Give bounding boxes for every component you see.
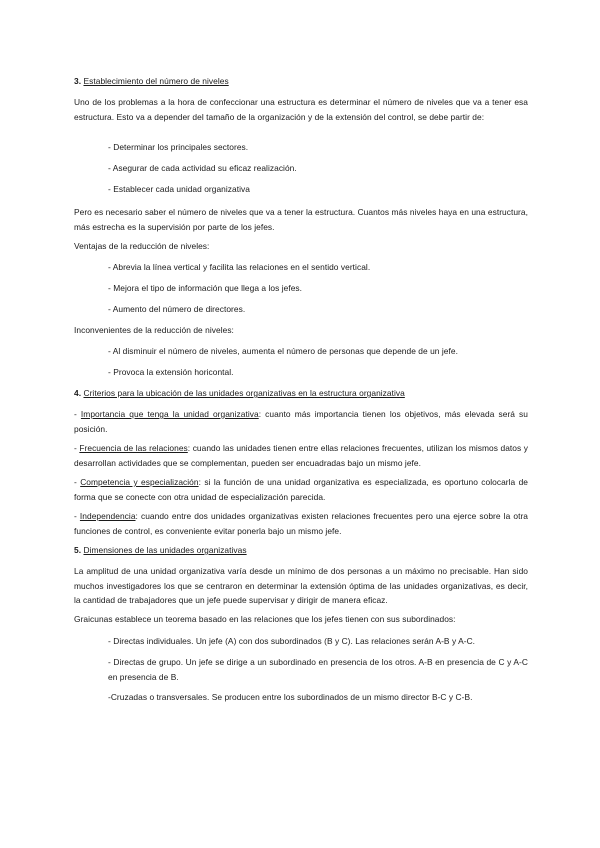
list-item: - Aumento del número de directores. xyxy=(108,304,246,314)
section-5-paragraph-1: La amplitud de una unidad organizativa varía desde un mínimo de dos personas a un máximo no precisable. Han sido muchos investigadores los que se centraron en determinar la extensión óptima de las unidades organizativas, es decir, la cantidad de trabajadores que un jefe puede supervisar y dirigir de manera eficaz. xyxy=(74,566,528,605)
criterion-term: Frecuencia de las relaciones xyxy=(79,443,188,453)
section-4-title: Criterios para la ubicación de las unidades organizativas en la estructura organizativa xyxy=(83,388,405,398)
advantages-title: Ventajas de la reducción de niveles: xyxy=(74,241,210,251)
list-item: - Provoca la extensión horicontal. xyxy=(108,367,234,377)
list-item: - Abrevia la línea vertical y facilita las relaciones en el sentido vertical. xyxy=(108,262,371,272)
section-5-heading xyxy=(74,543,528,558)
section-3-intro: Uno de los problemas a la hora de confeccionar una estructura es determinar el número de niveles que va a tener esa estructura. Esto va a depender del tamaño de la organización y de la extensión del control, se debe partir de: xyxy=(74,97,528,122)
section-3-heading xyxy=(74,74,528,89)
list-item: - Directas de grupo. Un jefe se dirige a un subordinado en presencia de los otros. A-B en presencia de C y A-C en presencia de B. xyxy=(108,657,528,682)
criterion-independencia: - Independencia: cuando entre dos unidades organizativas existen relaciones frecuentes pero una ejerce sobre la otra funciones de control, es conveniente evitar ponerla bajo un mismo jefe. xyxy=(74,511,528,536)
criterion-importancia: - Importancia que tenga la unidad organizativa: cuanto más importancia tienen los objetivos, más elevada será su posición. xyxy=(74,409,529,434)
criterion-competencia: - Competencia y especialización: si la función de una unidad organizativa es especializada, es oportuno colocarla de forma que se conecte con otra unidad de especialización parecida. xyxy=(74,477,529,502)
section-5-paragraph-2: Graicunas establece un teorema basado en las relaciones que los jefes tienen con sus subordinados: xyxy=(74,614,456,624)
criterion-frecuencia: - Frecuencia de las relaciones: cuando las unidades tienen entre ellas relaciones frecuentes, utilizan los mismos datos y desarrollan actividades que se complementan, pueden ser encuadradas bajo un mismo jefe. xyxy=(74,443,528,468)
list-item: - Determinar los principales sectores. xyxy=(108,142,249,152)
criterion-term: Competencia y especialización xyxy=(80,477,199,487)
section-4-number: 4. xyxy=(74,388,82,398)
section-3-title: Establecimiento del número de niveles xyxy=(83,76,229,86)
list-item: -Cruzadas o transversales. Se producen entre los subordinados de un mismo director B-C y C-B. xyxy=(108,692,473,702)
section-3-paragraph-2: Pero es necesario saber el número de niveles que va a tener la estructura. Cuantos más niveles haya en una estructura, más estrecha es la supervisión por parte de los jefes. xyxy=(74,207,528,232)
list-item: - Asegurar de cada actividad su eficaz realización. xyxy=(108,163,297,173)
list-item: - Establecer cada unidad organizativa xyxy=(108,184,250,194)
list-item: - Mejora el tipo de información que llega a los jefes. xyxy=(108,283,303,293)
list-item: - Al disminuir el número de niveles, aumenta el número de personas que depende de un jefe. xyxy=(108,346,458,356)
criterion-term: Importancia que tenga la unidad organizativa xyxy=(80,409,259,419)
section-3-number: 3. xyxy=(74,76,82,86)
criterion-term: Independencia xyxy=(79,511,136,521)
disadvantages-title: Inconvenientes de la reducción de niveles: xyxy=(74,325,234,335)
section-5-title: Dimensiones de las unidades organizativas xyxy=(83,545,247,555)
section-5-number: 5. xyxy=(74,545,82,555)
list-item: - Directas individuales. Un jefe (A) con dos subordinados (B y C). Las relaciones serán A-B y A-C. xyxy=(108,636,476,646)
section-4-heading xyxy=(74,386,528,401)
